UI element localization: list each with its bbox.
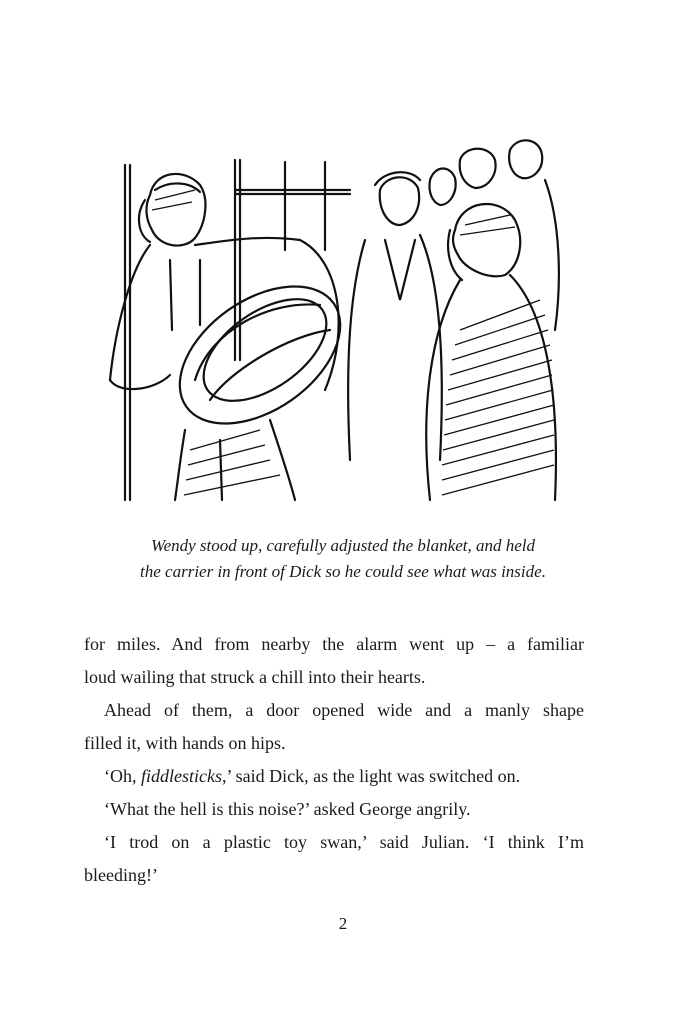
italic-word: fiddlesticks [141, 766, 222, 786]
illustration [100, 130, 570, 510]
text-line: ‘I trod on a plastic toy swan,’ said Julian. ‘I think I’m [104, 832, 584, 852]
text-segment: ,’ said Dick, as the light was switched on. [221, 766, 521, 786]
caption-line: the carrier in front of Dick so he could see what was inside. [140, 562, 546, 581]
text-line [84, 760, 584, 793]
text-segment: ‘Oh, [104, 766, 141, 786]
text-line: ‘What the hell is this noise?’ asked George angrily. [104, 799, 471, 819]
text-line: Ahead of them, a door opened wide and a manly shape [104, 700, 584, 720]
text-line: filled it, with hands on hips. [84, 733, 286, 753]
text-line: bleeding!’ [84, 865, 158, 885]
body-text [84, 628, 584, 892]
page-number: 2 [338, 914, 348, 933]
caption-line: Wendy stood up, carefully adjusted the blanket, and held [150, 536, 535, 555]
illustration-caption [60, 533, 626, 585]
text-line: for miles. And from nearby the alarm went up – a familiar [84, 634, 584, 654]
text-line: loud wailing that struck a chill into their hearts. [84, 667, 426, 687]
